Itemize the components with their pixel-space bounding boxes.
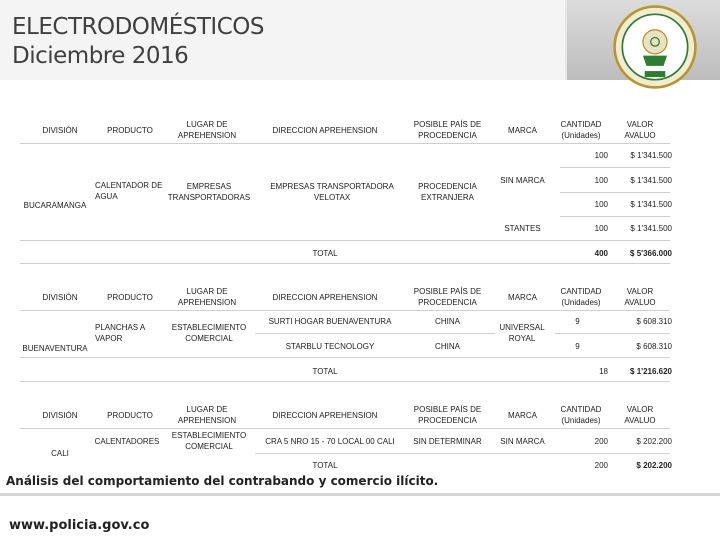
producto-cell: CALENTADORES <box>94 437 160 446</box>
marca-cell: UNIVERSAL ROYAL <box>499 323 545 343</box>
col-cantidad: CANTIDAD (Unidades) <box>560 287 602 307</box>
valor-cell: $ 608.310 <box>636 317 672 326</box>
total-label: TOTAL <box>312 249 338 258</box>
col-valor: VALOR AVALUO <box>624 120 656 140</box>
total-valor: $ 1'216.620 <box>630 367 672 376</box>
col-lugar: LUGAR DE APREHENSION <box>177 405 237 425</box>
police-seal-logo <box>612 4 698 90</box>
direccion-cell: CRA 5 NRO 15 - 70 LOCAL 00 CALI <box>265 437 395 446</box>
cantidad-cell: 9 <box>575 317 580 326</box>
col-producto: PRODUCTO <box>107 411 153 420</box>
divider <box>255 453 670 454</box>
pais-cell: CHINA <box>435 342 460 351</box>
producto-cell: CALENTADOR DE AGUA <box>95 181 163 201</box>
col-direccion: DIRECCION APREHENSION <box>272 126 378 135</box>
cantidad-cell: 9 <box>575 342 580 351</box>
divider <box>20 357 670 358</box>
total-cantidad: 18 <box>599 367 608 376</box>
col-pais: POSIBLE PAÍS DE PROCEDENCIA <box>413 120 482 140</box>
divider <box>560 167 670 168</box>
cantidad-cell: 100 <box>594 151 608 160</box>
producto-cell: PLANCHAS A VAPOR <box>95 323 145 343</box>
lugar-cell: ESTABLECIMIENTO COMERCIAL <box>171 431 247 451</box>
page-title: ELECTRODOMÉSTICOS <box>12 14 264 40</box>
total-label: TOTAL <box>312 461 338 470</box>
division-cell: BUENAVENTURA <box>22 344 88 353</box>
total-label: TOTAL <box>312 367 338 376</box>
divider <box>20 263 670 264</box>
total-cantidad: 400 <box>594 249 608 258</box>
col-division: DIVISIÓN <box>42 126 78 135</box>
col-marca: MARCA <box>508 411 537 420</box>
col-cantidad: CANTIDAD (Unidades) <box>560 405 602 425</box>
footer-url-link[interactable]: www.policia.gov.co <box>9 518 150 533</box>
footer-band <box>0 493 720 496</box>
col-valor: VALOR AVALUO <box>624 287 656 307</box>
col-producto: PRODUCTO <box>107 293 153 302</box>
total-cantidad: 200 <box>594 461 608 470</box>
total-valor: $ 5'366.000 <box>630 249 672 258</box>
col-pais: POSIBLE PAÍS DE PROCEDENCIA <box>413 287 482 307</box>
valor-cell: $ 1'341.500 <box>630 151 672 160</box>
division-cell: BUCARAMANGA <box>23 201 87 210</box>
cantidad-cell: 100 <box>594 176 608 185</box>
col-direccion: DIRECCION APREHENSION <box>272 293 378 302</box>
col-lugar: LUGAR DE APREHENSION <box>177 287 237 307</box>
pais-cell: CHINA <box>435 317 460 326</box>
footer-caption: Análisis del comportamiento del contrabando y comercio ilícito. <box>6 474 439 488</box>
marca-cell: SIN MARCA <box>500 437 545 446</box>
direccion-cell: EMPRESAS TRANSPORTADORA VELOTAX <box>270 182 394 202</box>
valor-cell: $ 608.310 <box>636 342 672 351</box>
page-subtitle: Diciembre 2016 <box>12 43 189 69</box>
pais-cell: PROCEDENCIA EXTRANJERA <box>418 182 477 202</box>
valor-cell: $ 1'341.500 <box>630 200 672 209</box>
divider <box>20 310 670 311</box>
pais-cell: SIN DETERMINAR <box>413 437 482 446</box>
total-valor: $ 202.200 <box>636 461 672 470</box>
lugar-cell: EMPRESAS TRANSPORTADORAS <box>167 182 251 202</box>
col-direccion: DIRECCION APREHENSION <box>272 411 378 420</box>
division-cell: CALI <box>51 449 69 458</box>
valor-cell: $ 1'341.500 <box>630 224 672 233</box>
col-producto: PRODUCTO <box>107 126 153 135</box>
divider <box>255 333 495 334</box>
cantidad-cell: 100 <box>594 224 608 233</box>
cantidad-cell: 100 <box>594 200 608 209</box>
direccion-cell: SURTI HOGAR BUENAVENTURA <box>268 317 392 326</box>
divider <box>20 381 670 382</box>
cantidad-cell: 200 <box>594 437 608 446</box>
divider <box>560 216 670 217</box>
divider <box>20 143 670 144</box>
col-marca: MARCA <box>508 293 537 302</box>
divider <box>20 428 670 429</box>
col-division: DIVISIÓN <box>42 411 78 420</box>
col-valor: VALOR AVALUO <box>624 405 656 425</box>
col-lugar: LUGAR DE APREHENSION <box>177 120 237 140</box>
divider <box>20 240 670 241</box>
direccion-cell: STARBLU TECNOLOGY <box>285 342 375 351</box>
lugar-cell: ESTABLECIMIENTO COMERCIAL <box>171 323 247 343</box>
col-cantidad: CANTIDAD (Unidades) <box>560 120 602 140</box>
col-pais: POSIBLE PAÍS DE PROCEDENCIA <box>413 405 482 425</box>
col-division: DIVISIÓN <box>42 293 78 302</box>
col-marca: MARCA <box>508 126 537 135</box>
marca-cell: STANTES <box>504 224 541 233</box>
valor-cell: $ 1'341.500 <box>630 176 672 185</box>
title-box <box>0 0 567 80</box>
valor-cell: $ 202.200 <box>636 437 672 446</box>
divider <box>560 192 670 193</box>
divider <box>555 333 670 334</box>
marca-cell: SIN MARCA <box>500 176 545 185</box>
